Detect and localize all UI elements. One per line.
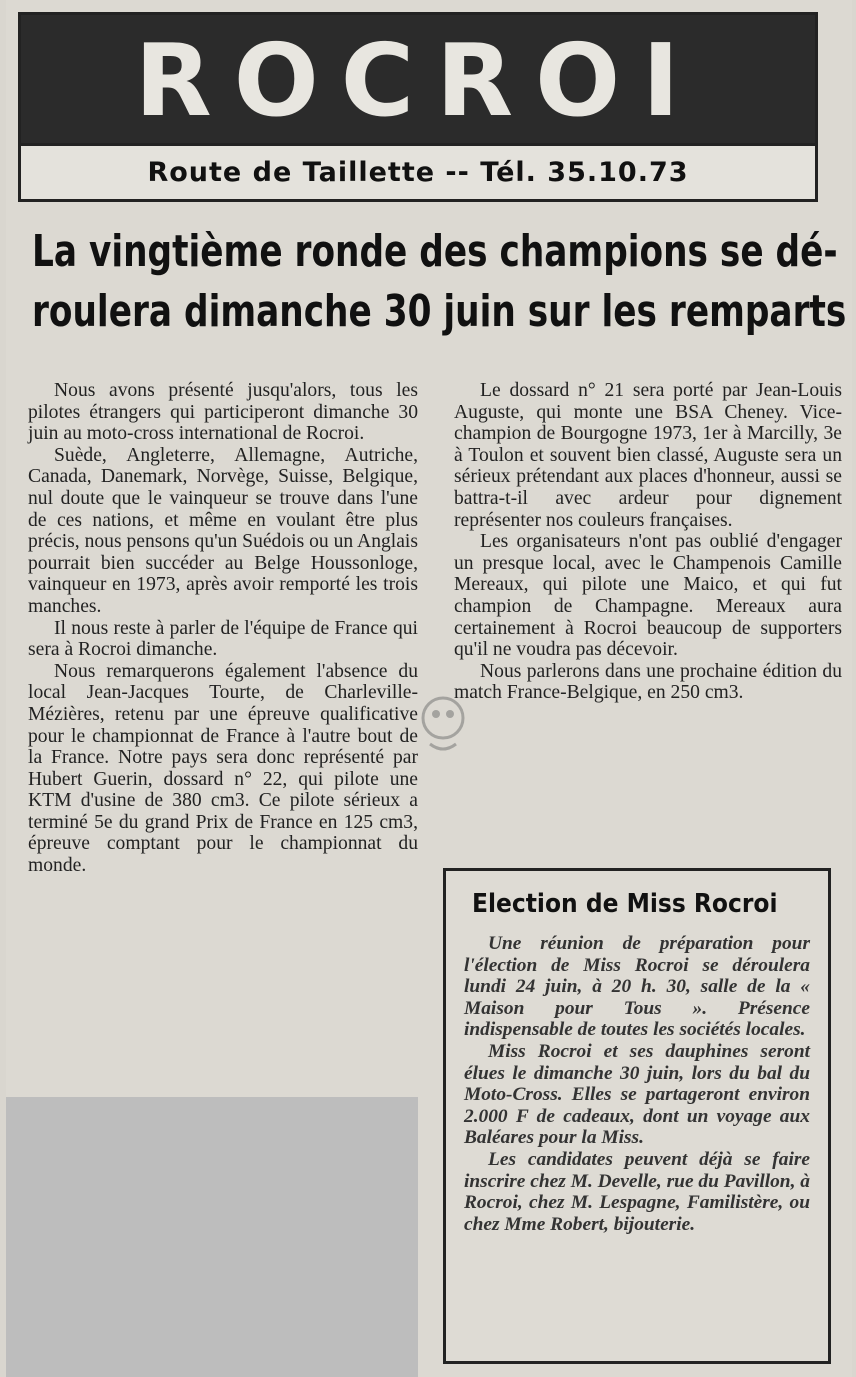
headline-line-1: La vingtième ronde des champions se dé-: [32, 226, 838, 277]
paragraph: Nous avons présenté jusqu'alors, tous les pilotes étrangers qui participeront dimanche 30 juin au moto-cross international de Rocroi.: [28, 380, 418, 445]
paragraph: Nous parlerons dans une prochaine édition du match France-Belgique, en 250 cm3.: [454, 660, 842, 704]
article-right-column: [454, 380, 842, 704]
paragraph: Suède, Angleterre, Allemagne, Autriche, Canada, Danemark, Norvège, Suisse, Belgique, nul doute que le vainqueur se trouve dans l'une de ces nations, et même en voulant être plus précis, nous pensons qu'un Suédois ou un Anglais pourrait bien succéder au Belge Houssonloge, vainqueur en 1973, après avoir remporté les trois manches.: [28, 444, 418, 617]
paragraph: Les candidates peuvent déjà se faire inscrire chez M. Develle, rue du Pavillon, à Rocroi, chez M. Lespagne, Familistère, ou chez Mme Robert, bijouterie.: [464, 1148, 810, 1235]
watermark-logo-icon: [410, 688, 476, 758]
paragraph: Miss Rocroi et ses dauphines seront élues le dimanche 30 juin, lors du bal du Moto-Cross. Elles se partageront environ 2.000 F de cadeaux, dont un voyage aux Baléares pour la Miss.: [464, 1040, 810, 1149]
box-title: Election de Miss Rocroi: [472, 889, 778, 919]
paragraph: Les organisateurs n'ont pas oublié d'engager un presque local, avec le Champenois Camille Mereaux, qui pilote une Maico, et qui fut champion de Champagne. Mereaux aura certainement à Rocroi beaucoup de supporters qu'il ne voudra pas décevoir.: [454, 531, 842, 661]
miss-rocroi-box: [443, 868, 831, 1364]
masthead-title: ROCROI: [134, 21, 702, 139]
masthead: [18, 12, 818, 202]
paragraph: Une réunion de préparation pour l'élection de Miss Rocroi se déroulera lundi 24 juin, à 20 h. 30, salle de la « Maison pour Tous ». Présence indispensable de toutes les sociétés locales.: [464, 933, 810, 1041]
paragraph: Il nous reste à parler de l'équipe de France qui sera à Rocroi dimanche.: [28, 617, 418, 661]
paragraph: Nous remarquerons également l'absence du local Jean-Jacques Tourte, de Charleville-Mézières, retenu par une épreuve qualificative pour le championnat de France à l'autre bout de la France. Notre pays sera donc représenté par Hubert Guerin, dossard n° 22, qui pilote une KTM d'usine de 380 cm3. Ce pilote sérieux a terminé 5e du grand Prix de France en 125 cm3, épreuve comptant pour le championnat du monde.: [28, 660, 418, 877]
headline-line-2: roulera dimanche 30 juin sur les remparts: [32, 286, 847, 337]
masthead-subtitle: Route de Taillette -- Tél. 35.10.73: [21, 143, 815, 199]
paragraph: Le dossard n° 21 sera porté par Jean-Louis Auguste, qui monte une BSA Cheney. Vice-champion de Bourgogne 1973, 1er à Marcilly, 3e à Toulon et souvent bien classé, Auguste sera un sérieux prétendant aux places d'honneur, aussi se battra-t-il avec ardeur pour dignement représenter nos couleurs françaises.: [454, 380, 842, 531]
box-body: [464, 933, 810, 1235]
headline: [32, 222, 847, 342]
article-left-column: [28, 380, 418, 877]
redacted-area: [6, 1097, 418, 1377]
